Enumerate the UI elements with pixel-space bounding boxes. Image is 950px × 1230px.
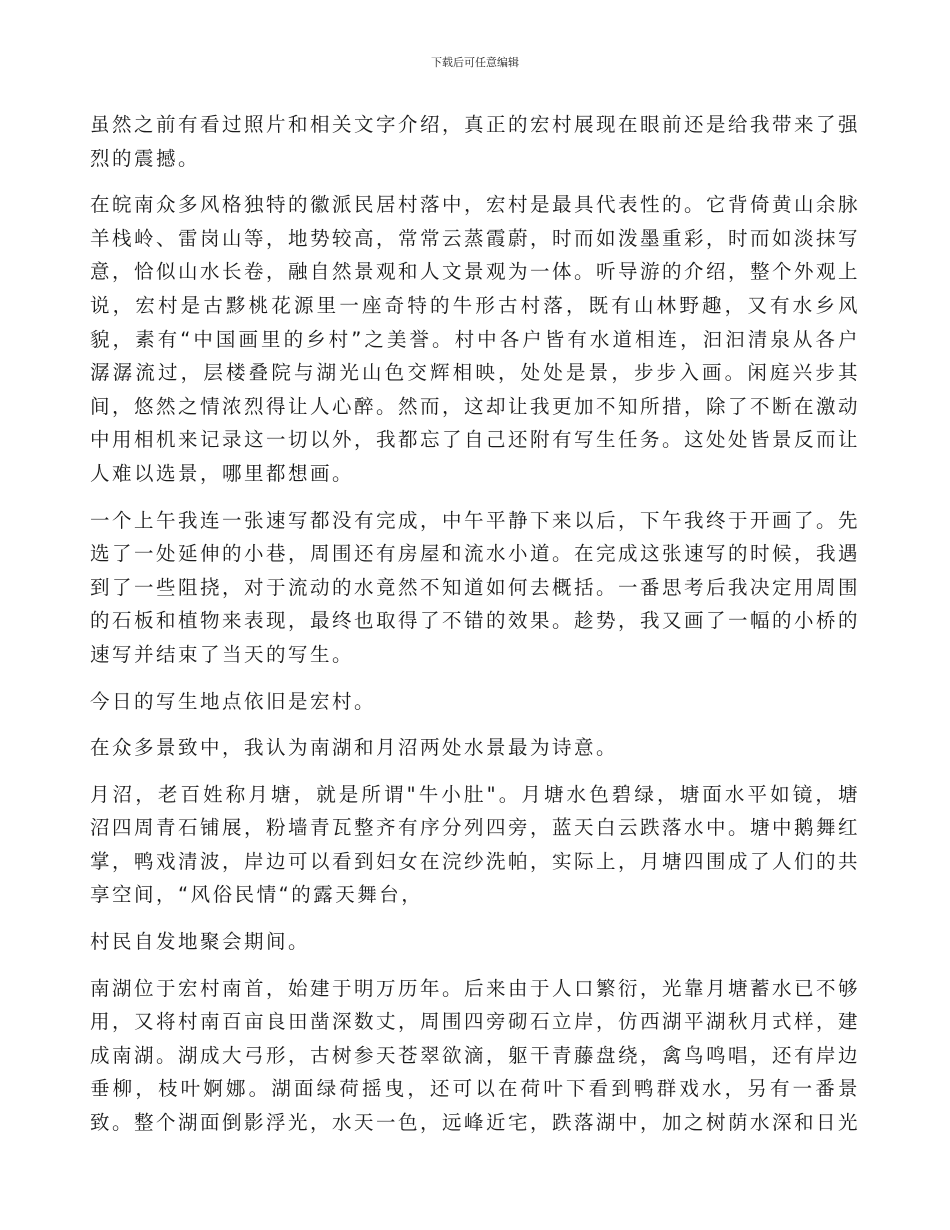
paragraph-5: 在众多景致中，我认为南湖和月沼两处水景最为诗意。 — [90, 736, 619, 760]
document-body — [90, 108, 860, 1153]
paragraph-7: 村民自发地聚会期间。 — [90, 930, 311, 954]
paragraph-2: 在皖南众多风格独特的徽派民居村落中，宏村是最具代表性的。它背倚黄山余脉羊栈岭、雷岗山等，地势较高，常常云蒸霞蔚，时而如泼墨重彩，时而如淡抹写意，恰似山水长卷，融自然景观和人文景观为一体。听导游的介绍，整个外观上说，宏村是古黟桃花源里一座奇特的牛形古村落，既有山林野趣，又有水乡风貌，素有“中国画里的乡村”之美誉。村中各户皆有水道相连，汩汩清泉从各户潺潺流过，层楼叠院与湖光山色交辉相映，处处是景，步步入画。闲庭兴步其间，悠然之情浓烈得让人心醉。然而，这却让我更加不知所措，除了不断在激动中用相机来记录这一切以外，我都忘了自己还附有写生任务。这处处皆景反而让人难以选景，哪里都想画。 — [90, 193, 861, 485]
paragraph-6: 月沼，老百姓称月塘，就是所谓"牛小肚"。月塘水色碧绿，塘面水平如镜，塘沼四周青石铺展，粉墙青瓦整齐有序分列四旁，蓝天白云跌落水中。塘中鹅舞红掌，鸭戏清波，岸边可以看到妇女在浣纱洗帕，实际上，月塘四围成了人们的共享空间，“风俗民情“的露天舞台， — [90, 782, 861, 907]
paragraph-8: 南湖位于宏村南首，始建于明万历年。后来由于人口繁衍，光靠月塘蓄水已不够用，又将村南百亩良田凿深数丈，周围四旁砌石立岸，仿西湖平湖秋月式样，建成南湖。湖成大弓形，古树参天苍翠欲滴，躯干青藤盘绕，禽鸟鸣唱，还有岸边垂柳，枝叶婀娜。湖面绿荷摇曳，还可以在荷叶下看到鸭群戏水，另有一番景致。整个湖面倒影浮光，水天一色，远峰近宅，跌落湖中，加之树荫水深和日光 — [90, 976, 861, 1135]
paragraph-4: 今日的写生地点依旧是宏村。 — [90, 689, 377, 713]
page-header-note: 下载后可任意编辑 — [431, 56, 519, 69]
paragraph-3: 一个上午我连一张速写都没有完成，中午平静下来以后，下午我终于开画了。先选了一处延伸的小巷，周围还有房屋和流水小道。在完成这张速写的时候，我遇到了一些阻挠，对于流动的水竟然不知道如何去概括。一番思考后我决定用周围的石板和植物来表现，最终也取得了不错的效果。趁势，我又画了一幅的小桥的速写并结束了当天的写生。 — [90, 508, 861, 666]
paragraph-1: 虽然之前有看过照片和相关文字介绍，真正的宏村展现在眼前还是给我带来了强烈的震撼。 — [90, 113, 861, 170]
